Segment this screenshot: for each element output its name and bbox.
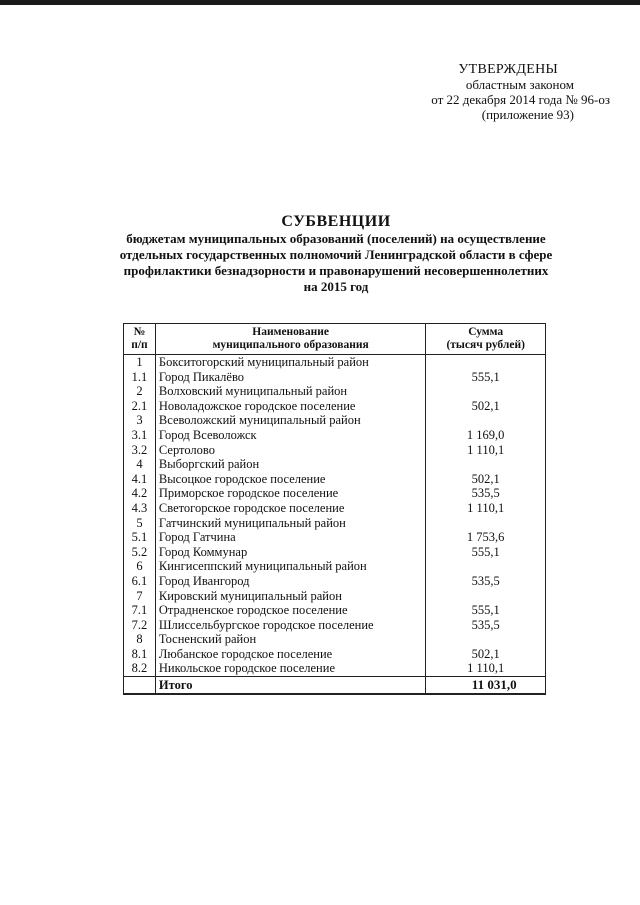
total-label: Итого [155,677,425,695]
row-number: 8.1 [124,647,156,662]
row-sum: 1 110,1 [426,443,546,458]
header-name-line1: Наименование [252,326,329,338]
row-name: Город Всеволожск [155,428,425,443]
row-number: 8 [124,632,156,647]
row-name: Никольское городское поселение [155,661,425,676]
table-row [124,618,546,633]
row-sum: 535,5 [426,486,546,501]
row-number: 7 [124,589,156,604]
row-number: 8.2 [124,661,156,676]
approval-stamp [350,62,610,122]
row-number: 5 [124,516,156,531]
row-sum: 1 110,1 [426,661,546,676]
row-name: Волховский муниципальный район [155,384,425,399]
row-number: 2.1 [124,399,156,414]
row-number: 7.2 [124,618,156,633]
row-sum: 535,5 [426,574,546,589]
row-name: Высоцкое городское поселение [155,472,425,487]
row-sum: 555,1 [426,603,546,618]
table-row [124,370,546,385]
row-number: 3 [124,413,156,428]
row-sum [426,384,546,399]
row-number: 6.1 [124,574,156,589]
header-number-line1: № [133,326,146,338]
header-number-line2: п/п [131,339,148,351]
row-sum: 1 169,0 [426,428,546,443]
title-line-2: отдельных государственных полномочий Ленинградской области в сфере [119,247,553,262]
row-sum [426,413,546,428]
approval-appendix: (приложение 93) [481,107,574,122]
header-number [124,324,156,355]
row-sum [426,632,546,647]
row-sum [426,355,546,370]
table-row [124,574,546,589]
approval-law-date: от 22 декабря 2014 года № 96-оз [431,92,610,107]
table-body [124,355,546,677]
row-number: 3.1 [124,428,156,443]
header-sum-line2: (тысяч рублей) [446,339,525,351]
table-row [124,545,546,560]
table-header-row [124,324,546,355]
table-row [124,428,546,443]
row-sum [426,559,546,574]
total-sum: 11 031,0 [426,677,546,695]
row-name: Бокситогорский муниципальный район [155,355,425,370]
title-line-1: бюджетам муниципальных образований (поселений) на осуществление [126,231,546,246]
row-name: Светогорское городское поселение [155,501,425,516]
row-name: Город Гатчина [155,530,425,545]
approval-heading: УТВЕРЖДЕНЫ [458,62,558,77]
table-row [124,589,546,604]
table-row [124,647,546,662]
row-sum: 535,5 [426,618,546,633]
table-row [124,413,546,428]
row-sum: 502,1 [426,472,546,487]
row-name: Приморское городское поселение [155,486,425,501]
row-sum [426,457,546,472]
row-number: 4.1 [124,472,156,487]
row-name: Тосненский район [155,632,425,647]
document-title [80,212,592,295]
row-name: Сертолово [155,443,425,458]
table-row [124,559,546,574]
row-name: Кингисеппский муниципальный район [155,559,425,574]
row-sum: 502,1 [426,399,546,414]
row-number: 5.2 [124,545,156,560]
row-sum [426,516,546,531]
row-name: Город Пикалёво [155,370,425,385]
row-number: 7.1 [124,603,156,618]
table-row [124,472,546,487]
row-number: 6 [124,559,156,574]
row-name: Гатчинский муниципальный район [155,516,425,531]
row-number: 2 [124,384,156,399]
row-name: Город Коммунар [155,545,425,560]
table-row [124,632,546,647]
table-row [124,355,546,370]
table-row [124,603,546,618]
row-sum [426,589,546,604]
title-main: СУБВЕНЦИИ [281,213,391,230]
row-sum: 1 110,1 [426,501,546,516]
row-number: 4 [124,457,156,472]
table-row [124,516,546,531]
row-number: 1.1 [124,370,156,385]
row-sum: 555,1 [426,370,546,385]
table-row [124,501,546,516]
approval-law-type: областным законом [465,77,574,92]
total-number-cell [124,677,156,695]
row-name: Кировский муниципальный район [155,589,425,604]
row-number: 4.2 [124,486,156,501]
row-name: Отрадненское городское поселение [155,603,425,618]
header-sum [426,324,546,355]
row-number: 5.1 [124,530,156,545]
title-line-4: на 2015 год [303,279,369,294]
header-name-line2: муниципального образования [212,339,369,351]
table-row [124,443,546,458]
row-name: Город Ивангород [155,574,425,589]
row-sum: 555,1 [426,545,546,560]
row-name: Шлиссельбургское городское поселение [155,618,425,633]
title-line-3: профилактики безнадзорности и правонарушений несовершеннолетних [123,263,549,278]
row-name: Новоладожское городское поселение [155,399,425,414]
row-sum: 502,1 [426,647,546,662]
table-row [124,661,546,676]
row-name: Любанское городское поселение [155,647,425,662]
header-name [155,324,425,355]
table-row [124,486,546,501]
table-row [124,399,546,414]
row-name: Выборгский район [155,457,425,472]
row-number: 4.3 [124,501,156,516]
header-sum-line1: Сумма [468,326,504,338]
table-row [124,457,546,472]
row-name: Всеволожский муниципальный район [155,413,425,428]
table-row [124,384,546,399]
page-top-edge [0,0,640,5]
row-sum: 1 753,6 [426,530,546,545]
table-row [124,530,546,545]
subsidy-table [123,323,546,695]
table-total-row [124,677,546,695]
row-number: 1 [124,355,156,370]
row-number: 3.2 [124,443,156,458]
